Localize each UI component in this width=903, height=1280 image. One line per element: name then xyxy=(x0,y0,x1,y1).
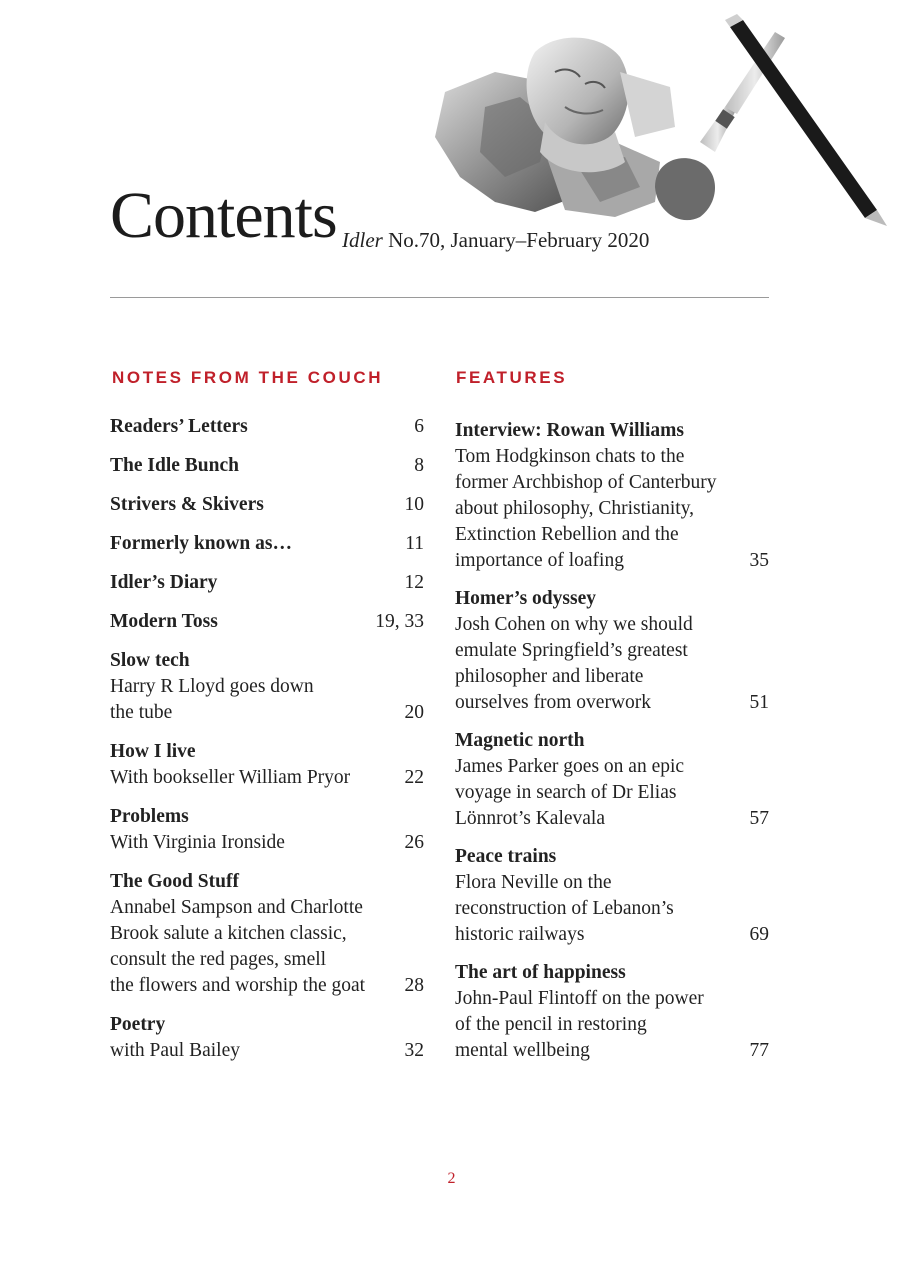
entry-title: Peace trains xyxy=(455,846,557,867)
entry-page: 35 xyxy=(749,550,769,571)
section-heading-notes: NOTES FROM THE COUCH xyxy=(112,368,384,387)
entry-description: John-Paul Flintoff on the power xyxy=(455,988,704,1009)
magazine-name: Idler xyxy=(342,228,383,252)
entry-description: former Archbishop of Canterbury xyxy=(455,472,717,493)
toc-entry[interactable] xyxy=(110,531,424,557)
entry-title: Homer’s odyssey xyxy=(455,588,596,609)
entry-title: Idler’s Diary xyxy=(110,572,218,593)
toc-entry[interactable] xyxy=(455,418,769,574)
entry-title: The Good Stuff xyxy=(110,871,239,892)
entry-description: mental wellbeing xyxy=(455,1040,590,1061)
entry-title: Problems xyxy=(110,806,189,827)
entry-page: 10 xyxy=(404,494,424,515)
toc-entry[interactable] xyxy=(110,492,424,518)
toc-entry[interactable] xyxy=(110,1012,424,1064)
entry-description: about philosophy, Christianity, xyxy=(455,498,695,519)
entry-description: consult the red pages, smell xyxy=(110,949,327,970)
entry-description: Lönnrot’s Kalevala xyxy=(455,808,605,829)
entry-page: 51 xyxy=(749,692,769,713)
entry-title: The art of happiness xyxy=(455,962,626,983)
collage-illustration xyxy=(425,12,895,234)
entry-title: Slow tech xyxy=(110,650,190,671)
entry-description: reconstruction of Lebanon’s xyxy=(455,898,674,919)
entry-description: James Parker goes on an epic xyxy=(455,756,685,777)
entry-page: 8 xyxy=(414,455,424,476)
entry-description: with Paul Bailey xyxy=(110,1040,240,1061)
entry-title: How I live xyxy=(110,741,196,762)
entry-title: Strivers & Skivers xyxy=(110,494,264,515)
entry-description: emulate Springfield’s greatest xyxy=(455,640,688,661)
entry-description: philosopher and liberate xyxy=(455,666,644,687)
toc-entry[interactable] xyxy=(110,739,424,791)
entry-description: ourselves from overwork xyxy=(455,692,652,713)
toc-entry[interactable] xyxy=(455,728,769,832)
entry-page: 19, 33 xyxy=(375,611,424,632)
entry-page: 32 xyxy=(404,1040,424,1061)
section-heading-features: FEATURES xyxy=(456,368,568,387)
entry-description: historic railways xyxy=(455,924,585,945)
divider xyxy=(110,297,769,298)
entry-page: 26 xyxy=(404,832,424,853)
entry-title: Poetry xyxy=(110,1014,166,1035)
right-column xyxy=(455,418,769,1076)
entry-page: 57 xyxy=(749,808,769,829)
entry-page: 11 xyxy=(405,533,424,554)
entry-description: voyage in search of Dr Elias xyxy=(455,782,677,803)
entry-page: 69 xyxy=(749,924,769,945)
entry-page: 20 xyxy=(404,702,424,723)
pencil-icon xyxy=(725,14,887,226)
toc-entry[interactable] xyxy=(455,844,769,948)
entry-description: Extinction Rebellion and the xyxy=(455,524,679,545)
entry-description: Tom Hodgkinson chats to the xyxy=(455,446,685,467)
entry-title: Readers’ Letters xyxy=(110,416,248,437)
issue-subtitle xyxy=(342,228,649,253)
entry-page: 12 xyxy=(404,572,424,593)
entry-description: Harry R Lloyd goes down xyxy=(110,676,314,697)
entry-description: the tube xyxy=(110,702,173,723)
entry-description: Josh Cohen on why we should xyxy=(455,614,693,635)
issue-date: No.70, January–February 2020 xyxy=(382,228,650,252)
toc-entry[interactable] xyxy=(110,414,424,440)
toc-entry[interactable] xyxy=(455,960,769,1064)
toc-entry[interactable] xyxy=(110,648,424,726)
entry-description: importance of loafing xyxy=(455,550,624,571)
toc-entry[interactable] xyxy=(455,586,769,716)
entry-description: With bookseller William Pryor xyxy=(110,767,351,788)
entry-page: 6 xyxy=(414,416,424,437)
entry-title: The Idle Bunch xyxy=(110,455,239,476)
entry-title: Formerly known as… xyxy=(110,533,292,554)
entry-description: Brook salute a kitchen classic, xyxy=(110,923,347,944)
stone-bust-icon xyxy=(527,38,675,173)
page-title: Contents xyxy=(110,179,337,252)
entry-title: Modern Toss xyxy=(110,611,218,632)
entry-description: the flowers and worship the goat xyxy=(110,975,366,996)
toc-entry[interactable] xyxy=(110,804,424,856)
toc-entry[interactable] xyxy=(110,869,424,999)
entry-page: 77 xyxy=(749,1040,769,1061)
entry-description: of the pencil in restoring xyxy=(455,1014,647,1035)
entry-description: Flora Neville on the xyxy=(455,872,612,893)
toc-entry[interactable] xyxy=(110,453,424,479)
entry-page: 22 xyxy=(404,767,424,788)
toc-entry[interactable] xyxy=(110,570,424,596)
entry-title: Interview: Rowan Williams xyxy=(455,420,684,441)
entry-page: 28 xyxy=(404,975,424,996)
entry-description: Annabel Sampson and Charlotte xyxy=(110,897,363,918)
entry-description: With Virginia Ironside xyxy=(110,832,285,853)
left-column xyxy=(110,414,424,1077)
toc-entry[interactable] xyxy=(110,609,424,635)
entry-title: Magnetic north xyxy=(455,730,585,751)
page-number: 2 xyxy=(447,1170,456,1187)
